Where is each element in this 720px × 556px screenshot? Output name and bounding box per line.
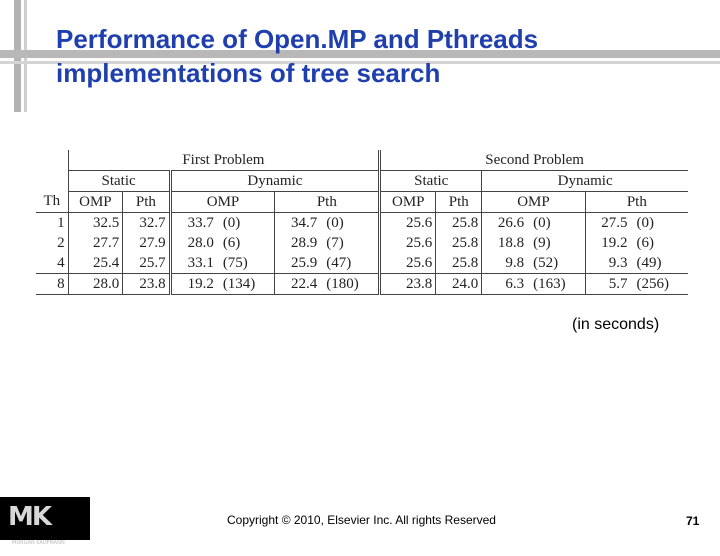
cell-count: (6) <box>636 235 654 251</box>
slide-title-line-2: implementations of tree search <box>56 58 441 88</box>
publisher-logo-mark: MK <box>8 502 51 532</box>
cell-count: (52) <box>533 255 559 271</box>
col-header-pth: Pth <box>585 192 688 213</box>
mode-header-dynamic-1: Dynamic <box>170 171 380 192</box>
cell-value: 23.8 <box>123 274 170 295</box>
table-row <box>36 213 688 234</box>
cell-value: 25.6 <box>380 213 436 234</box>
mode-header-static-2: Static <box>380 171 482 192</box>
cell-value: 32.5 <box>68 213 123 234</box>
cell-count: (0) <box>222 215 241 231</box>
cell-value: 23.8 <box>380 274 436 295</box>
cell-value: 19.2 <box>170 274 217 295</box>
cell-count: (163) <box>527 274 585 295</box>
cell-value: 27.7 <box>68 233 123 253</box>
col-header-omp: OMP <box>380 192 436 213</box>
performance-table <box>36 150 688 295</box>
cell-value: 25.6 <box>380 253 436 274</box>
cell-value: 25.8 <box>436 213 482 234</box>
cell-value: 32.7 <box>123 213 170 234</box>
cell-count: (49) <box>636 255 662 271</box>
cell-count: (47) <box>326 255 352 271</box>
cell-value: 6.3 <box>482 274 527 295</box>
cell-count: (0) <box>326 215 344 231</box>
publisher-logo-subtext: MORGAN KAUFMANN <box>12 540 65 546</box>
cell-value: 28.0 <box>68 274 123 295</box>
cell-value: 25.8 <box>436 253 482 274</box>
cell-value: 24.0 <box>436 274 482 295</box>
cell-value: 26.6 <box>482 213 527 234</box>
slide-title <box>56 22 696 90</box>
publisher-logo <box>8 502 74 546</box>
slide-title-line-1: Performance of Open.MP and Pthreads <box>56 24 539 54</box>
col-header-omp: OMP <box>68 192 123 213</box>
cell-count: (9) <box>533 235 551 251</box>
cell-value: 28.0 <box>170 233 217 253</box>
col-header-pth: Pth <box>436 192 482 213</box>
unit-note: (in seconds) <box>572 316 660 333</box>
table-row <box>36 233 688 253</box>
mode-header-static-1: Static <box>68 171 170 192</box>
col-header-omp: OMP <box>170 192 275 213</box>
copyright-notice: Copyright © 2010, Elsevier Inc. All rights Reserved <box>227 513 496 527</box>
table-row <box>36 253 688 274</box>
cell-value: 27.9 <box>123 233 170 253</box>
cell-value: 25.8 <box>436 233 482 253</box>
cell-count: (6) <box>222 235 241 251</box>
cell-value: 25.7 <box>123 253 170 274</box>
cell-value: 5.7 <box>585 274 630 295</box>
corner-cell <box>36 171 68 192</box>
cell-threads: 4 <box>57 255 65 271</box>
cell-value: 25.6 <box>380 233 436 253</box>
col-header-omp: OMP <box>482 192 585 213</box>
cell-value: 28.9 <box>275 233 320 253</box>
cell-value: 33.1 <box>170 253 217 274</box>
cell-value: 34.7 <box>275 213 320 234</box>
performance-table-container <box>36 150 688 295</box>
cell-count: (256) <box>631 274 689 295</box>
col-header-pth: Pth <box>275 192 380 213</box>
cell-count: (0) <box>636 215 654 231</box>
col-header-th: Th <box>36 192 68 213</box>
page-number: 71 <box>686 514 700 528</box>
problem-header-second: Second Problem <box>380 150 688 171</box>
col-header-pth: Pth <box>123 192 170 213</box>
cell-value: 27.5 <box>585 213 630 234</box>
cell-count: (180) <box>320 274 379 295</box>
corner-cell <box>36 150 68 171</box>
cell-value: 18.8 <box>482 233 527 253</box>
cell-value: 22.4 <box>275 274 320 295</box>
cell-value: 9.3 <box>585 253 630 274</box>
problem-header-first: First Problem <box>68 150 380 171</box>
cell-value: 33.7 <box>170 213 217 234</box>
cell-value: 19.2 <box>585 233 630 253</box>
cell-threads: 2 <box>57 235 65 251</box>
cell-count: (75) <box>222 255 248 271</box>
table-row <box>36 274 688 295</box>
cell-count: (7) <box>326 235 344 251</box>
cell-threads: 8 <box>36 274 68 295</box>
cell-value: 9.8 <box>482 253 527 274</box>
mode-header-dynamic-2: Dynamic <box>482 171 688 192</box>
cell-value: 25.9 <box>275 253 320 274</box>
cell-count: (134) <box>217 274 275 295</box>
cell-value: 25.4 <box>68 253 123 274</box>
cell-count: (0) <box>533 215 551 231</box>
cell-threads: 1 <box>57 215 65 231</box>
